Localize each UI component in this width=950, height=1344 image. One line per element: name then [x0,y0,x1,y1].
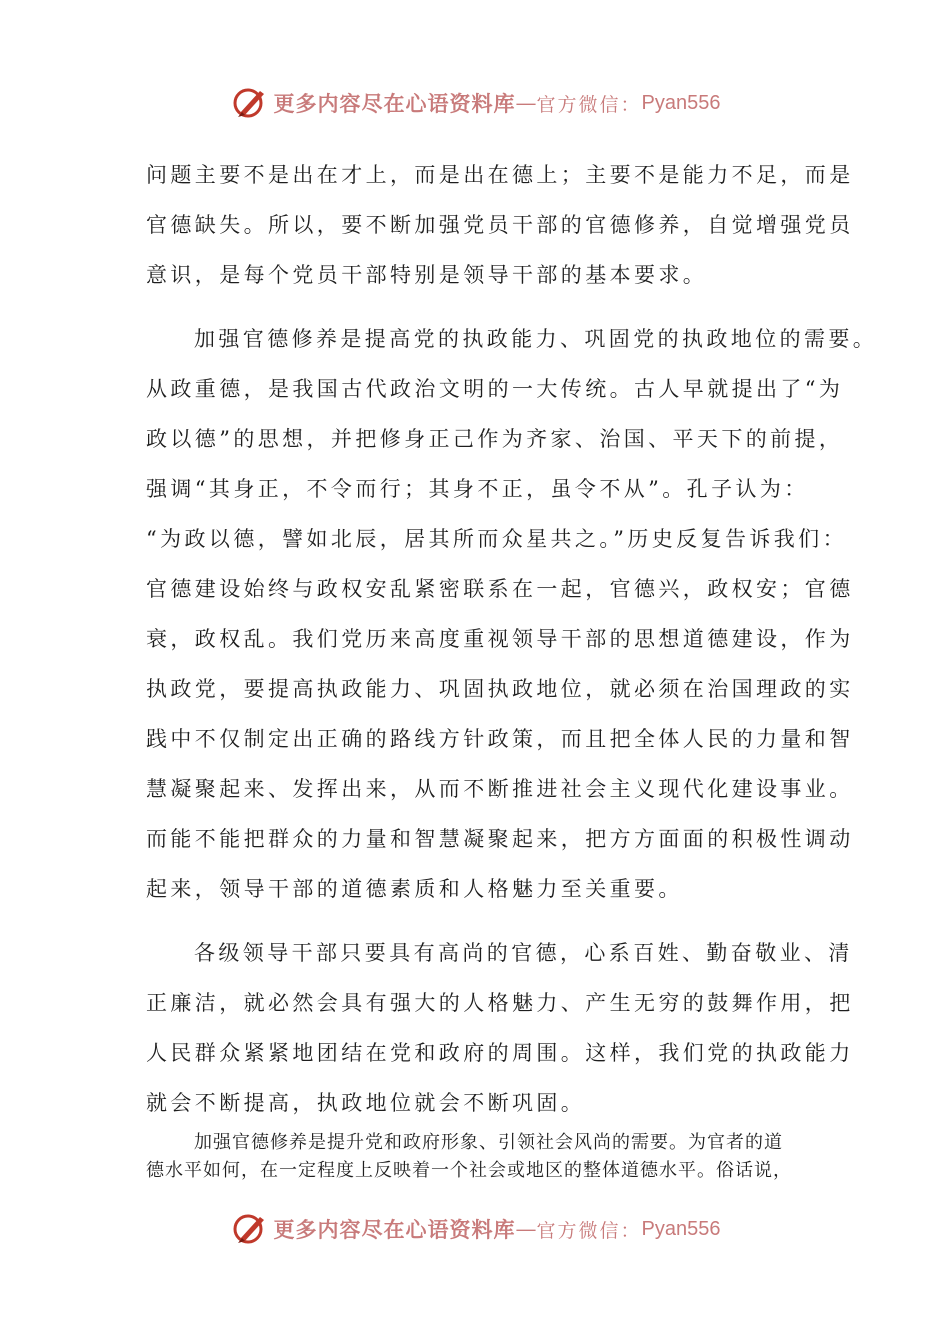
text-line: 各级领导干部只要具有高尚的官德，心系百姓、勤奋敬业、清 [194,941,853,965]
text-line: 起来，领导干部的道德素质和人格魅力至关重要。 [146,877,683,901]
text-line: 政以德”的思想，并把修身正己作为齐家、治国、平天下的前提， [146,427,844,451]
text-line: 强调“其身正，不令而行；其身不正，虽令不从”。孔子认为： [146,477,809,501]
document-body [146,150,878,1128]
text-line: 慧凝聚起来、发挥出来，从而不断推进社会主义现代化建设事业。 [146,777,854,801]
paragraph-2 [146,314,878,914]
text-line: 就会不断提高，执政地位就会不断巩固。 [146,1091,586,1115]
text-line: 官德缺失。所以，要不断加强党员干部的官德修养，自觉增强党员 [146,213,854,237]
text-line: 人民群众紧紧地团结在党和政府的周围。这样，我们党的执政能力 [146,1041,854,1065]
pen-logo-icon [230,83,270,123]
banner-title: 更多内容尽在心语资料库 [273,91,516,116]
text-line: 衰，政权乱。我们党历来高度重视领导干部的思想道德建设，作为 [146,627,854,651]
paragraph-1 [146,150,854,300]
banner-wechat-id: Pyan556 [641,91,721,114]
text-line: “为政以德，譬如北辰，居其所而众星共之。”历史反复告诉我们： [146,527,847,551]
banner-wechat-label: 官方微信： [536,1219,642,1242]
header-banner [0,83,950,123]
banner-dash: — [515,91,537,115]
text-line: 官德建设始终与政权安乱紧密联系在一起，官德兴，政权安；官德 [146,577,854,601]
text-line: 践中不仅制定出正确的路线方针政策，而且把全体人民的力量和智 [146,727,854,751]
paragraph-4 [146,1129,826,1185]
pen-logo-icon [230,1209,270,1249]
text-line: 执政党，要提高执政能力、巩固执政地位，就必须在治国理政的实 [146,677,854,701]
text-line: 意识，是每个党员干部特别是领导干部的基本要求。 [146,263,708,287]
text-line: 从政重德，是我国古代政治文明的一大传统。古人早就提出了“为 [146,377,844,401]
text-line: 德水平如何，在一定程度上反映着一个社会或地区的整体道德水平。俗话说， [146,1160,792,1181]
text-line: 加强官德修养是提高党的执政能力、巩固党的执政地位的需要。 [194,327,878,351]
banner-title: 更多内容尽在心语资料库 [273,1217,516,1242]
text-line: 正廉洁，就必然会具有强大的人格魅力、产生无穷的鼓舞作用，把 [146,991,854,1015]
banner-wechat-label: 官方微信： [536,93,642,116]
footer-banner [0,1209,950,1249]
banner-dash: — [515,1217,537,1241]
text-line: 加强官德修养是提升党和政府形象、引领社会风尚的需要。为官者的道 [194,1132,783,1153]
text-line: 问题主要不是出在才上，而是出在德上；主要不是能力不足，而是 [146,163,854,187]
banner-wechat-id: Pyan556 [641,1217,721,1240]
paragraph-3 [146,928,854,1128]
text-line: 而能不能把群众的力量和智慧凝聚起来，把方方面面的积极性调动 [146,827,854,851]
